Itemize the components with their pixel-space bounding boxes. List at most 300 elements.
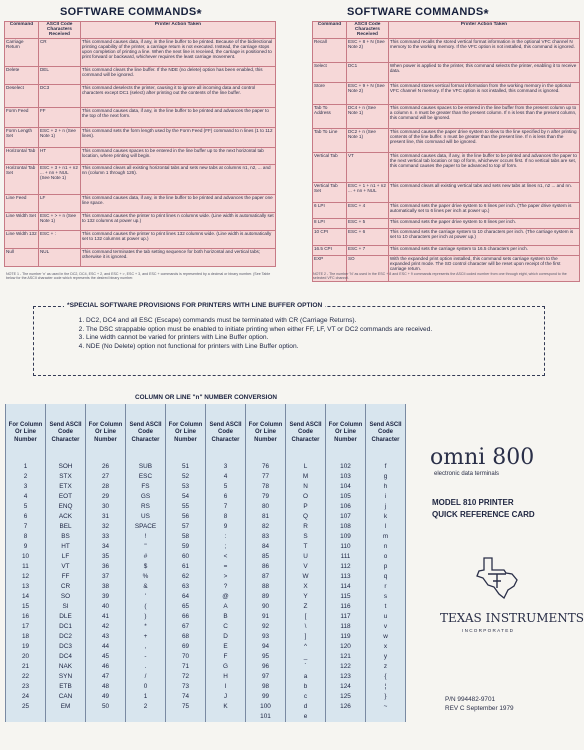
number-cell: 109	[326, 532, 366, 542]
command-row	[313, 228, 580, 245]
ascii-char-cell: 0	[126, 682, 166, 692]
ascii-char-cell: k	[366, 512, 406, 522]
revision: REV C September 1979	[445, 705, 514, 712]
ascii-char-cell: V	[286, 562, 326, 572]
command-name: Store	[313, 82, 347, 104]
ascii-char-cell: I	[206, 682, 246, 692]
command-row	[313, 38, 580, 62]
command-name: Line Feed	[5, 194, 39, 212]
number-cell: 44	[86, 642, 126, 652]
ascii-char-cell: ¦	[366, 682, 406, 692]
number-cell: 86	[246, 562, 286, 572]
number-cell: 116	[326, 602, 366, 612]
ascii-char-cell: <	[206, 552, 246, 562]
ascii-char-cell: STX	[46, 472, 86, 482]
ascii-char-cell: v	[366, 622, 406, 632]
column-number-header: For Column Or Line Number	[326, 404, 366, 462]
ascii-char-cell: F	[206, 652, 246, 662]
number-cell: 30	[86, 502, 126, 512]
conversion-row	[6, 682, 406, 692]
ascii-char-cell: Y	[286, 592, 326, 602]
right-command-table	[312, 21, 580, 282]
special-item: 2. The DSC strappable option must be enabled to initiate printing when either FF, LF, VT or DC2 commands are received.	[86, 326, 544, 335]
ascii-char-cell: `	[286, 662, 326, 672]
number-cell: 65	[166, 602, 206, 612]
ascii-char-cell	[46, 712, 86, 722]
number-cell: 89	[246, 592, 286, 602]
number-cell: 8	[6, 532, 46, 542]
ascii-char-cell: }	[366, 692, 406, 702]
number-cell: 81	[246, 512, 286, 522]
ascii-char-cell: RS	[126, 502, 166, 512]
number-cell: 46	[86, 662, 126, 672]
ascii-char-cell: :	[206, 532, 246, 542]
command-name: Tab To Address	[313, 104, 347, 128]
number-cell: 5	[6, 502, 46, 512]
card-title: QUICK REFERENCE CARD	[432, 510, 535, 519]
number-cell: 90	[246, 602, 286, 612]
ascii-char-cell: 5	[206, 482, 246, 492]
ascii-char-cell: ;	[206, 542, 246, 552]
conversion-row	[6, 582, 406, 592]
number-cell: 51	[166, 462, 206, 472]
command-row	[313, 128, 580, 152]
conversion-row	[6, 592, 406, 602]
company-name: TEXAS INSTRUMENTS	[440, 611, 584, 625]
ascii-char-cell: U	[286, 552, 326, 562]
ascii-code: HT	[38, 147, 80, 164]
number-cell: 58	[166, 532, 206, 542]
left-command-table	[4, 21, 276, 267]
number-cell: 17	[6, 622, 46, 632]
number-cell: 2	[6, 472, 46, 482]
command-name: Deselect	[5, 84, 39, 107]
printer-action: This command clears the line buffer. If the NDE (no delete) option has been enabled, this command will be ignored.	[80, 66, 275, 84]
number-cell: 62	[166, 572, 206, 582]
command-name: Null	[5, 248, 39, 266]
conversion-row	[6, 492, 406, 502]
ascii-char-cell: t	[366, 602, 406, 612]
number-cell	[86, 712, 126, 722]
command-name: EXP	[313, 255, 347, 281]
conversion-row	[6, 622, 406, 632]
special-provisions-box	[33, 302, 545, 376]
ascii-char-cell: =	[206, 562, 246, 572]
number-cell: 14	[6, 592, 46, 602]
ascii-char-cell: ]	[286, 632, 326, 642]
special-item: 1. DC2, DC4 and all ESC (Escape) commands must be terminated with CR (Carriage Returns).	[86, 317, 544, 326]
ascii-char-cell: #	[126, 552, 166, 562]
ascii-char-cell: LF	[46, 552, 86, 562]
ascii-char-cell: EM	[46, 702, 86, 712]
number-cell: 75	[166, 702, 206, 712]
ascii-char-cell: 3	[206, 462, 246, 472]
printer-action: This command sets the form length used by the Form Feed (FF) command to n lines (1 to 112 lines).	[80, 127, 275, 147]
ascii-char-cell: A	[206, 602, 246, 612]
number-cell: 18	[6, 632, 46, 642]
command-name: 8 LPI	[313, 218, 347, 228]
number-cell: 79	[246, 492, 286, 502]
conversion-row	[6, 482, 406, 492]
conversion-row	[6, 662, 406, 672]
ascii-code: VT	[346, 152, 388, 182]
command-row	[313, 82, 580, 104]
ascii-char-cell: r	[366, 582, 406, 592]
printer-action: This command stores vertical format information from the working memory in the optional VFC channel N memory. If the VFC option is not installed, this command is ignored.	[388, 82, 579, 104]
number-cell: 95	[246, 652, 286, 662]
ascii-char-cell: x	[366, 642, 406, 652]
ascii-char-cell: 8	[206, 512, 246, 522]
conversion-row	[6, 632, 406, 642]
ascii-char-cell: \	[286, 622, 326, 632]
ascii-code: ESC + 3 + n1 + n2 ... + nn + NUL (See Note 1)	[38, 164, 80, 194]
ascii-code: ESC + 1 + n1 + n2 ... + nn + NUL	[346, 182, 388, 202]
model-title	[432, 497, 535, 521]
ascii-char-cell: FS	[126, 482, 166, 492]
ascii-code: ESC + :	[38, 230, 80, 248]
number-cell: 113	[326, 572, 366, 582]
number-cell: 48	[86, 682, 126, 692]
ascii-char-cell: ETX	[46, 482, 86, 492]
command-name: Line Width Set	[5, 212, 39, 230]
conversion-row	[6, 542, 406, 552]
number-cell: 83	[246, 532, 286, 542]
number-cell: 93	[246, 632, 286, 642]
number-cell: 101	[246, 712, 286, 722]
ascii-char-cell: E	[206, 642, 246, 652]
conversion-title: COLUMN OR LINE "n" NUMBER CONVERSION	[135, 394, 278, 401]
number-cell: 80	[246, 502, 286, 512]
ascii-code: ESC + 8 + N (See Note 2)	[346, 38, 388, 62]
number-cell: 54	[166, 492, 206, 502]
command-row	[5, 212, 276, 230]
command-name: 10 CPI	[313, 228, 347, 245]
ascii-char-cell: n	[366, 542, 406, 552]
part-number: P/N 994482-9701	[445, 696, 496, 703]
command-name: Form Length Set	[5, 127, 39, 147]
command-name: Line Width 132	[5, 230, 39, 248]
ascii-char-cell: /	[126, 672, 166, 682]
number-cell: 29	[86, 492, 126, 502]
command-name: Select	[313, 62, 347, 82]
special-provisions-heading: *SPECIAL SOFTWARE PROVISIONS FOR PRINTERS WITH LINE BUFFER OPTION	[64, 302, 325, 309]
product-logo: omni 800	[430, 445, 535, 470]
conversion-row	[6, 712, 406, 722]
command-row	[313, 202, 580, 218]
number-cell: 72	[166, 672, 206, 682]
number-cell: 50	[86, 702, 126, 712]
ascii-char-cell: FF	[46, 572, 86, 582]
number-cell: 97	[246, 672, 286, 682]
ascii-char-cell: a	[286, 672, 326, 682]
special-item: 4. NDE (No Delete) option not functional for printers with Line Buffer option.	[86, 343, 544, 352]
ascii-code-header: Send ASCII Code Character	[366, 404, 406, 462]
ascii-code: ESC + > + n (See Note 1)	[38, 212, 80, 230]
number-cell: 53	[166, 482, 206, 492]
ascii-code: DC3	[38, 84, 80, 107]
ascii-char-cell: e	[286, 712, 326, 722]
header-ascii: ASCII Code Characters Received	[38, 22, 80, 39]
number-cell: 32	[86, 522, 126, 532]
ascii-char-cell: K	[206, 702, 246, 712]
command-name: 16.5 CPI	[313, 245, 347, 255]
ascii-char-cell: -	[126, 652, 166, 662]
company-incorporated: INCORPORATED	[462, 628, 515, 633]
number-cell: 15	[6, 602, 46, 612]
ascii-code-header: Send ASCII Code Character	[126, 404, 166, 462]
ascii-code: DC2 + n (See Note 1)	[346, 128, 388, 152]
ascii-char-cell: p	[366, 562, 406, 572]
printer-action: This command causes spaces to be entered in the line buffer up to the next horizontal tab location, where printing will begin.	[80, 147, 275, 164]
ascii-code: ESC + 6	[346, 228, 388, 245]
ascii-char-cell: 2	[126, 702, 166, 712]
number-cell	[326, 712, 366, 722]
printer-action: This command sets the paper drive system to 8 lines per inch.	[388, 218, 579, 228]
ascii-code: SO	[346, 255, 388, 281]
number-cell: 85	[246, 552, 286, 562]
ascii-char-cell: N	[286, 482, 326, 492]
ascii-char-cell	[126, 712, 166, 722]
number-cell: 40	[86, 602, 126, 612]
number-cell: 61	[166, 562, 206, 572]
conversion-row	[6, 642, 406, 652]
ascii-char-cell: VT	[46, 562, 86, 572]
ascii-char-cell: '	[126, 592, 166, 602]
number-cell: 21	[6, 662, 46, 672]
conversion-row	[6, 472, 406, 482]
ascii-code: DC4 + n (See Note 1)	[346, 104, 388, 128]
ascii-char-cell: o	[366, 552, 406, 562]
number-cell: 43	[86, 632, 126, 642]
printer-action: This command clears all existing horizontal tabs and sets new tabs at columns n1, n2, ... and nn (column 1 through 126).	[80, 164, 275, 194]
number-cell: 26	[86, 462, 126, 472]
part-info	[445, 695, 514, 713]
command-name: Horizontal Tab Set	[5, 164, 39, 194]
printer-action: This command causes the printer to print lines 132 columns wide. (Line width is automatically set to 132 columns at power up.)	[80, 230, 275, 248]
header-ascii: ASCII Code Characters Received	[346, 22, 388, 39]
number-cell: 42	[86, 622, 126, 632]
number-cell: 115	[326, 592, 366, 602]
printer-action: This command causes spaces to be entered in the line buffer from the present column up to a column n. n must be greater than the present column. If n is less than the present column, this command will be ignored.	[388, 104, 579, 128]
ascii-char-cell: CAN	[46, 692, 86, 702]
conversion-row	[6, 672, 406, 682]
command-row	[313, 245, 580, 255]
ascii-char-cell: ENQ	[46, 502, 86, 512]
printer-action: This command causes the paper drive system to slew to the line specified by n after printing contents of the line buffer. n must be greater than the present line. If n is less than the present line, this command will be ignored.	[388, 128, 579, 152]
conversion-row	[6, 512, 406, 522]
number-cell: 60	[166, 552, 206, 562]
column-number-header: For Column Or Line Number	[86, 404, 126, 462]
command-name: Form Feed	[5, 107, 39, 127]
ascii-char-cell: CR	[46, 582, 86, 592]
printer-action: This command deselects the printer, causing it to ignore all incoming data and control characters except DC1 (select) after printing out the contents of the line buffer.	[80, 84, 275, 107]
ascii-char-cell: G	[206, 662, 246, 672]
ascii-char-cell: BEL	[46, 522, 86, 532]
printer-action: This command sets the carriage system to 16.5 characters per inch.	[388, 245, 579, 255]
ascii-char-cell: ETB	[46, 682, 86, 692]
ascii-code: ESC + 4	[346, 202, 388, 218]
texas-instruments-logo-icon	[470, 554, 526, 604]
conversion-row	[6, 502, 406, 512]
number-cell: 73	[166, 682, 206, 692]
ascii-char-cell: b	[286, 682, 326, 692]
number-cell: 13	[6, 582, 46, 592]
ascii-char-cell: Q	[286, 512, 326, 522]
ascii-char-cell	[206, 712, 246, 722]
number-cell: 66	[166, 612, 206, 622]
ascii-char-cell: >	[206, 572, 246, 582]
command-row	[5, 248, 276, 266]
number-cell: 87	[246, 572, 286, 582]
command-row	[5, 84, 276, 107]
printer-action: This command terminates the tab setting sequence for both horizontal and vertical tabs; otherwise it is ignored.	[80, 248, 275, 266]
conversion-row	[6, 532, 406, 542]
ascii-char-cell: 6	[206, 492, 246, 502]
number-cell	[166, 712, 206, 722]
number-cell: 31	[86, 512, 126, 522]
ascii-char-cell: W	[286, 572, 326, 582]
ascii-char-cell: C	[206, 622, 246, 632]
number-cell: 110	[326, 542, 366, 552]
number-cell: 94	[246, 642, 286, 652]
number-cell: 27	[86, 472, 126, 482]
number-cell: 35	[86, 552, 126, 562]
ascii-char-cell: !	[126, 532, 166, 542]
number-cell: 111	[326, 552, 366, 562]
ascii-char-cell: SPACE	[126, 522, 166, 532]
number-cell: 126	[326, 702, 366, 712]
column-number-header: For Column Or Line Number	[246, 404, 286, 462]
conversion-row	[6, 652, 406, 662]
number-cell: 106	[326, 502, 366, 512]
number-cell: 102	[326, 462, 366, 472]
command-name: Horizontal Tab	[5, 147, 39, 164]
number-cell: 78	[246, 482, 286, 492]
ascii-char-cell: X	[286, 582, 326, 592]
number-cell: 4	[6, 492, 46, 502]
number-cell: 105	[326, 492, 366, 502]
left-panel-title: SOFTWARE COMMANDS*	[60, 6, 202, 21]
column-number-header: For Column Or Line Number	[6, 404, 46, 462]
ascii-char-cell: L	[286, 462, 326, 472]
command-name: Recall	[313, 38, 347, 62]
command-row	[5, 66, 276, 84]
ascii-char-cell: DC2	[46, 632, 86, 642]
number-cell: 45	[86, 652, 126, 662]
ascii-char-cell: $	[126, 562, 166, 572]
ascii-char-cell: q	[366, 572, 406, 582]
ascii-code: ESC + 5	[346, 218, 388, 228]
number-cell: 88	[246, 582, 286, 592]
ascii-char-cell: S	[286, 532, 326, 542]
number-cell: 107	[326, 512, 366, 522]
number-cell: 6	[6, 512, 46, 522]
number-cell: 25	[6, 702, 46, 712]
command-row	[313, 62, 580, 82]
ascii-code: DEL	[38, 66, 80, 84]
ascii-char-cell: ESC	[126, 472, 166, 482]
ascii-char-cell: Z	[286, 602, 326, 612]
command-name: 6 LPI	[313, 202, 347, 218]
ascii-char-cell: J	[206, 692, 246, 702]
ascii-char-cell: _	[286, 652, 326, 662]
ascii-char-cell: %	[126, 572, 166, 582]
command-row	[5, 107, 276, 127]
right-note: NOTE 2 - The number 'N' as used in the ESC + 8 and ESC + 9 commands represents the ASCII coded number from one through eight, which correspond to the selected VFC channel.	[313, 272, 567, 280]
number-cell: 64	[166, 592, 206, 602]
ascii-char-cell: D	[206, 632, 246, 642]
ascii-char-cell: H	[206, 672, 246, 682]
number-cell: 36	[86, 562, 126, 572]
printer-action: This command causes data, if any, in the line buffer to be printed and advances the paper one line space.	[80, 194, 275, 212]
ascii-char-cell: s	[366, 592, 406, 602]
number-cell: 34	[86, 542, 126, 552]
number-cell: 63	[166, 582, 206, 592]
number-cell: 118	[326, 622, 366, 632]
special-provisions-list	[34, 307, 544, 351]
header-action: Printer Action Taken	[80, 22, 275, 39]
number-cell: 84	[246, 542, 286, 552]
number-cell: 92	[246, 622, 286, 632]
number-cell: 52	[166, 472, 206, 482]
number-cell: 121	[326, 652, 366, 662]
ascii-char-cell: g	[366, 472, 406, 482]
number-cell: 24	[6, 692, 46, 702]
printer-action: This command clears all existing vertical tabs and sets new tabs at lines n1, n2 ... and nn.	[388, 182, 579, 202]
ascii-char-cell: EOT	[46, 492, 86, 502]
number-cell: 98	[246, 682, 286, 692]
number-cell: 103	[326, 472, 366, 482]
ascii-char-cell: GS	[126, 492, 166, 502]
number-cell: 39	[86, 592, 126, 602]
ascii-char-cell: 7	[206, 502, 246, 512]
number-cell: 120	[326, 642, 366, 652]
ascii-char-cell: NAK	[46, 662, 86, 672]
ascii-char-cell: *	[126, 622, 166, 632]
product-subtitle: electronic data terminals	[434, 471, 500, 477]
number-cell: 22	[6, 672, 46, 682]
command-row	[5, 38, 276, 66]
ascii-code: FF	[38, 107, 80, 127]
number-cell: 123	[326, 672, 366, 682]
ascii-char-cell: i	[366, 492, 406, 502]
ascii-code: CR	[38, 38, 80, 66]
number-cell: 77	[246, 472, 286, 482]
conversion-row	[6, 612, 406, 622]
ascii-char-cell: HT	[46, 542, 86, 552]
conversion-table	[5, 404, 406, 722]
command-name: Vertical Tab	[313, 152, 347, 182]
printer-action: This command causes data, if any, in the line buffer to be printed. Because of the bidirectional printing capability of the printer, a carriage return is not executed. Instead, the carriage stops upon completion of printing a line. When the next line is received, the carriage is positioned to print forward or backward, whichever requires the least carriage movement.	[80, 38, 275, 66]
ascii-code: NUL	[38, 248, 80, 266]
ascii-char-cell: (	[126, 602, 166, 612]
left-note: NOTE 1 - The number 'n' as used in the DC2, DC4, ESC + 2, and ESC + >, ESC + 3, and ESC + commands is represented by a decimal or binary number. (See Table below for the ASCII character code which represents the desired binary number.	[6, 272, 271, 280]
number-cell: 74	[166, 692, 206, 702]
number-cell: 69	[166, 642, 206, 652]
command-row	[313, 152, 580, 182]
printer-action: This command sets the carriage system to 10 characters per inch. (The carriage system is set to 10 characters per inch at power up.)	[388, 228, 579, 245]
ascii-char-cell: SOH	[46, 462, 86, 472]
ascii-char-cell: ^	[286, 642, 326, 652]
number-cell: 108	[326, 522, 366, 532]
ascii-char-cell: ACK	[46, 512, 86, 522]
command-row	[313, 182, 580, 202]
number-cell: 100	[246, 702, 286, 712]
number-cell: 104	[326, 482, 366, 492]
command-name: Delete	[5, 66, 39, 84]
ascii-char-cell: SI	[46, 602, 86, 612]
ascii-char-cell: j	[366, 502, 406, 512]
